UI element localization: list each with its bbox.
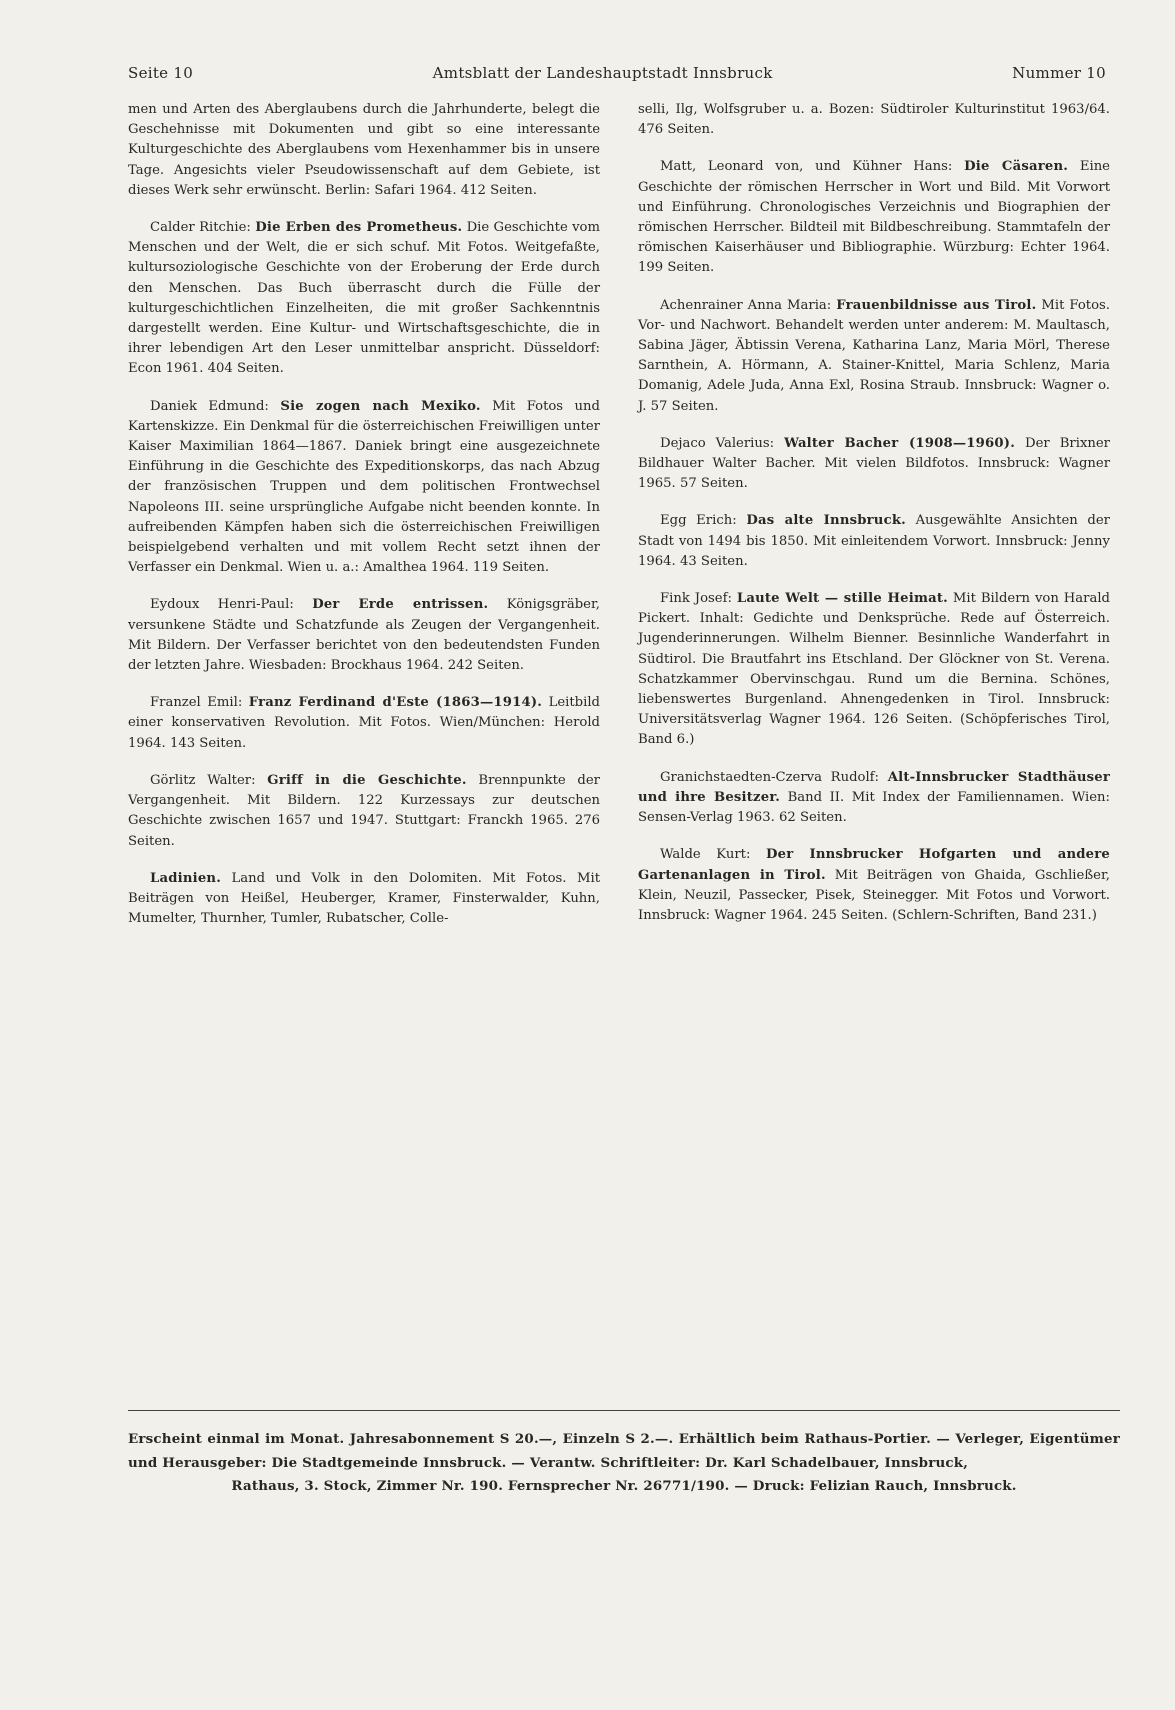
entry-author: Achenrainer Anna Maria: bbox=[660, 297, 832, 313]
entry-description: selli, Ilg, Wolfsgruber u. a. Bozen: Südtiroler Kulturinstitut 1963/64. 476 Seiten. bbox=[638, 102, 1110, 138]
entry-title: Die Cäsaren. bbox=[964, 159, 1069, 175]
entry-description: Mit Bildern von Harald Pickert. Inhalt: Gedichte und Denksprüche. Rede auf Österreich. Jugenderinnerungen. Wilhelm Bienner. Besinnliche Wanderfahrt in Südtirol. Die Brautfahrt ins Etschland. Der Glöckner von St. Verena. Schatzkammer Obervinschgau. Rund um die Bernina. Schönes, liebenswertes Burgenland. Ahnengedenken in Tirol. Innsbruck: Universitätsverlag Wagner 1964. 126 Seiten. (Schöpferisches Tirol, Band 6.) bbox=[638, 591, 1110, 748]
bibliography-entry bbox=[638, 157, 1110, 278]
entry-description: Land und Volk in den Dolomiten. Mit Fotos. Mit Beiträgen von Heißel, Heuberger, Kramer, Finsterwalder, Kuhn, Mumelter, Thurnher, Tumler, Rubatscher, Colle- bbox=[128, 870, 600, 927]
entry-title: Walter Bacher (1908—1960). bbox=[784, 435, 1016, 451]
entry-description: Die Geschichte vom Menschen und der Welt, die er sich schuf. Mit Fotos. Weitgefaßte, kultursoziologische Geschichte von der Eroberung der Erde durch den Menschen. Das Buch überrascht durch die Fülle der kulturgeschichtlichen Einzelheiten, die mit großer Sachkenntnis dargestellt werden. Eine Kultur- und Wirtschaftsgeschichte, die in ihrer lebendigen Art den Leser unmittelbar anspricht. Düsseldorf: Econ 1961. 404 Seiten. bbox=[128, 220, 600, 377]
entry-author: Walde Kurt: bbox=[660, 847, 751, 863]
bibliography-entry bbox=[128, 218, 600, 380]
bibliography-entry bbox=[128, 693, 600, 754]
entry-author: Dejaco Valerius: bbox=[660, 435, 775, 451]
entry-author: Granichstaedten-Czerva Rudolf: bbox=[660, 769, 880, 785]
bibliography-entry bbox=[638, 768, 1110, 829]
right-column bbox=[638, 100, 1110, 943]
entry-description: Mit Fotos. Vor- und Nachwort. Behandelt werden unter anderem: M. Maultasch, Sabina Jäger, Äbtissin Verena, Katharina Lanz, Maria Mörl, Therese Sarnthein, A. Hörmann, A. Stainer-Knittel, Maria Schlenz, Maria Domanig, Adele Juda, Anna Exl, Rosina Straub. Innsbruck: Wagner o. J. 57 Seiten. bbox=[638, 297, 1110, 414]
left-column bbox=[128, 100, 600, 946]
entry-title: Sie zogen nach Mexiko. bbox=[280, 398, 481, 414]
bibliography-entry bbox=[638, 434, 1110, 495]
entry-title: Frauenbildnisse aus Tirol. bbox=[836, 297, 1037, 313]
entry-description: men und Arten des Aberglaubens durch die Jahrhunderte, belegt die Geschehnisse mit Dokumenten und gibt so eine interessante Kulturgeschichte des Aberglaubens vom Hexenhammer bis in unsere Tage. Angesichts vieler Pseudowissenschaft auf dem Gebiete, ist dieses Werk sehr erwünscht. Berlin: Safari 1964. 412 Seiten. bbox=[128, 102, 600, 198]
entry-title: Der Innsbrucker Hofgarten und andere Gartenanlagen in Tirol. bbox=[638, 847, 1110, 883]
bibliography-entry bbox=[638, 511, 1110, 572]
bibliography-entry bbox=[128, 869, 600, 930]
bibliography-entry bbox=[128, 595, 600, 676]
bibliography-entry bbox=[638, 589, 1110, 751]
bibliography-entry bbox=[638, 100, 1110, 140]
entry-description: Der Brixner Bildhauer Walter Bacher. Mit vielen Bildfotos. Innsbruck: Wagner 1965. 57 Seiten. bbox=[638, 435, 1110, 492]
issue-number-label: Nummer 10 bbox=[1012, 64, 1106, 82]
page-number-label: Seite 10 bbox=[128, 64, 194, 82]
entry-author: Eydoux Henri-Paul: bbox=[150, 597, 294, 613]
entry-author: Fink Josef: bbox=[660, 591, 732, 607]
imprint-text-last-line: Rathaus, 3. Stock, Zimmer Nr. 190. Fernsprecher Nr. 26771/190. — Druck: Felizian Rauch, Innsbruck. bbox=[231, 1478, 1017, 1494]
entry-description: Mit Beiträgen von Ghaida, Gschließer, Klein, Neuzil, Passecker, Pisek, Steinegger. Mit Fotos und Vorwort. Innsbruck: Wagner 1964. 245 Seiten. (Schlern-Schriften, Band 231.) bbox=[638, 867, 1110, 923]
footer-divider bbox=[128, 1410, 1120, 1411]
imprint-text: Erscheint einmal im Monat. Jahresabonnement S 20.—, Einzeln S 2.—. Erhältlich beim Rathaus-Portier. — Verleger, Eigentümer und Herausgeber: Die Stadtgemeinde Innsbruck. — Verantw. Schriftleiter: Dr. Karl Schadelbauer, Innsbruck, bbox=[128, 1431, 1120, 1471]
entry-title: Franz Ferdinand d'Este (1863—1914). bbox=[248, 695, 543, 711]
entry-title: Alt-Innsbrucker Stadthäuser und ihre Besitzer. bbox=[638, 769, 1110, 805]
entry-title: Das alte Innsbruck. bbox=[746, 513, 906, 529]
entry-description: Königsgräber, versunkene Städte und Schatzfunde als Zeugen der Vergangenheit. Mit Bildern. Der Verfasser berichtet von den bedeutendsten Funden der letzten Jahre. Wiesbaden: Brockhaus 1964. 242 Seiten. bbox=[128, 597, 600, 674]
entry-description: Brennpunkte der Vergangenheit. Mit Bildern. 122 Kurzessays zur deutschen Geschichte zwischen 1657 und 1947. Stuttgart: Franckh 1965. 276 Seiten. bbox=[128, 772, 600, 849]
entry-author: Franzel Emil: bbox=[150, 695, 243, 711]
entry-author: Daniek Edmund: bbox=[150, 398, 269, 414]
bibliography-entry bbox=[638, 845, 1110, 926]
entry-title: Ladinien. bbox=[150, 870, 222, 886]
imprint-footer bbox=[128, 1428, 1120, 1499]
entry-author: Egg Erich: bbox=[660, 513, 737, 529]
bibliography-entry bbox=[128, 771, 600, 852]
entry-description: Mit Fotos und Kartenskizze. Ein Denkmal für die österreichischen Freiwilligen unter Kaiser Maximilian 1864—1867. Daniek bringt eine ausgezeichnete Einführung in die Geschichte des Expeditionskorps, das nach Abzug der französischen Truppen und dem politischen Frontwechsel Napoleons III. seine ursprüngliche Aufgabe nicht beenden konnte. In aufreibenden Kämpfen haben sich die österreichischen Freiwilligen beispielgebend verhalten und mit vollem Recht setzt ihnen der Verfasser ein Denkmal. Wien u. a.: Amalthea 1964. 119 Seiten. bbox=[128, 398, 600, 576]
entry-title: Griff in die Geschichte. bbox=[267, 772, 467, 788]
entry-description: Band II. Mit Index der Familiennamen. Wien: Sensen-Verlag 1963. 62 Seiten. bbox=[638, 789, 1110, 826]
entry-description: Leitbild einer konservativen Revolution. Mit Fotos. Wien/München: Herold 1964. 143 Seiten. bbox=[128, 695, 600, 751]
bibliography-entry bbox=[128, 397, 600, 579]
publication-title: Amtsblatt der Landeshauptstadt Innsbruck bbox=[432, 64, 773, 82]
entry-title: Laute Welt — stille Heimat. bbox=[736, 591, 948, 607]
entry-description: Eine Geschichte der römischen Herrscher in Wort und Bild. Mit Vorwort und Einführung. Chronologisches Verzeichnis und Biographien der römischen Herrscher. Bildteil mit Bildbeschreibung. Stammtafeln der römischen Kaiserhäuser und Bibliographie. Würzburg: Echter 1964. 199 Seiten. bbox=[638, 159, 1110, 276]
entry-author: Görlitz Walter: bbox=[150, 772, 256, 788]
entry-title: Die Erben des Prometheus. bbox=[255, 220, 463, 236]
bibliography-entry bbox=[638, 296, 1110, 417]
bibliography-entry bbox=[128, 100, 600, 201]
entry-author: Matt, Leonard von, und Kühner Hans: bbox=[660, 159, 953, 175]
entry-title: Der Erde entrissen. bbox=[312, 597, 489, 613]
entry-author: Calder Ritchie: bbox=[150, 220, 251, 236]
entry-description: Ausgewählte Ansichten der Stadt von 1494 bis 1850. Mit einleitendem Vorwort. Innsbruck: Jenny 1964. 43 Seiten. bbox=[638, 513, 1110, 569]
page-header bbox=[128, 64, 1106, 82]
